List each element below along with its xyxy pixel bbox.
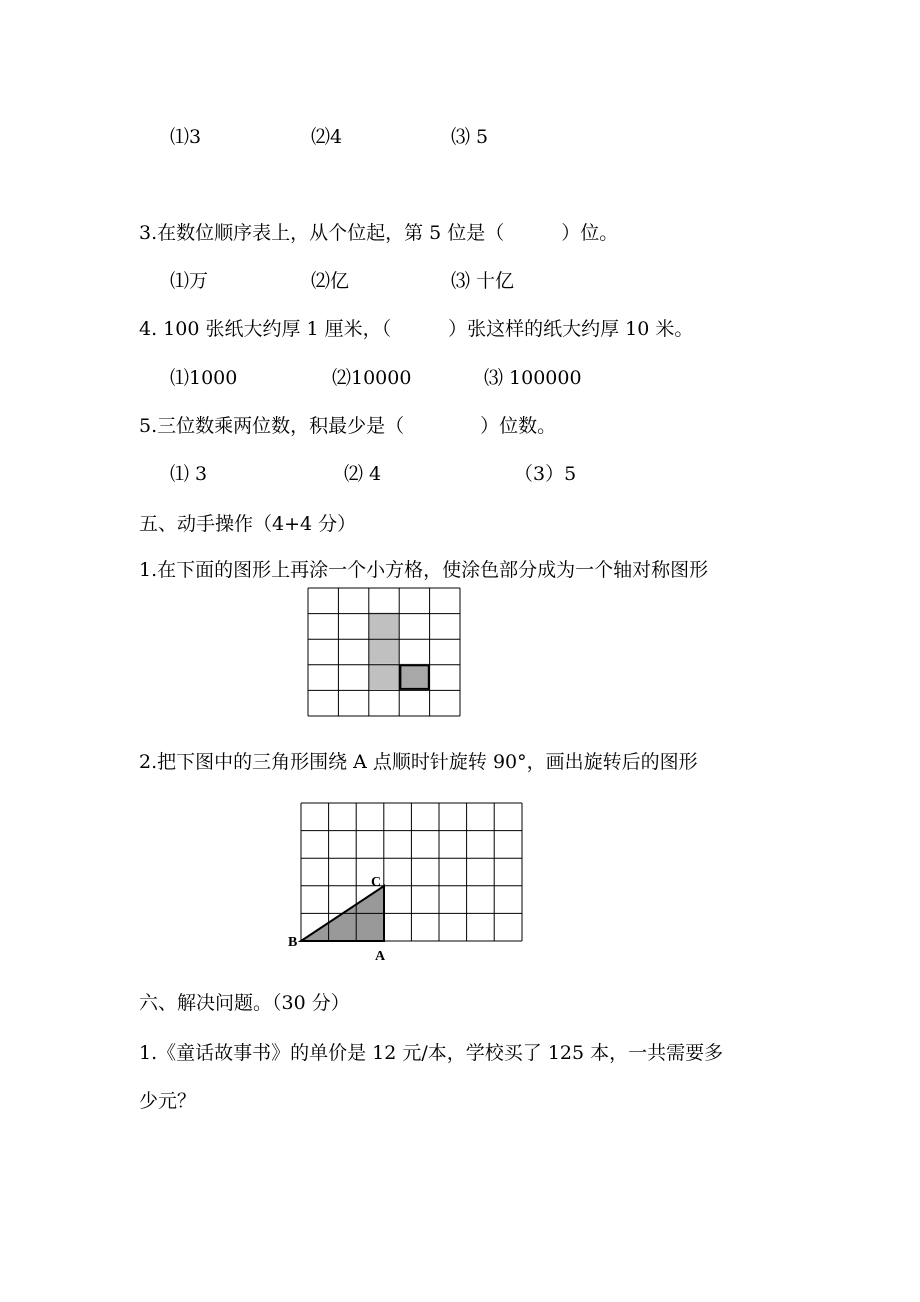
label-a: A [375,949,386,964]
question-5: 5.三位数乘两位数，积最少是（ ）位数。 [139,415,557,437]
q3-option-3: ⑶ 十亿 [451,270,515,292]
q2-option-3: ⑶ 5 [451,126,489,148]
section-5-title: 五、动手操作（4+4 分） [139,513,357,535]
symmetry-grid [307,587,463,718]
section-6-title: 六、解决问题。（30 分） [139,992,350,1014]
shaded-cell [369,638,399,664]
section-5-question-2: 2.把下图中的三角形围绕 A 点顺时针旋转 90°，画出旋转后的图形 [139,751,698,773]
q3-option-1: ⑴万 [170,270,209,292]
question-3: 3.在数位顺序表上，从个位起，第 5 位是（ ）位。 [139,222,619,244]
q2-option-1: ⑴3 [170,126,202,148]
question-4: 4. 100 张纸大约厚 1 厘米，（ ）张这样的纸大约厚 10 米。 [139,318,694,340]
q4-option-2: ⑵10000 [332,367,412,389]
q5-option-1: ⑴ 3 [170,463,208,485]
section-5-question-1: 1.在下面的图形上再涂一个小方格，使涂色部分成为一个轴对称图形 [139,559,709,581]
shaded-cell [369,613,399,639]
q4-option-1: ⑴1000 [170,367,238,389]
q4-option-3: ⑶ 100000 [484,367,582,389]
section-6-question-1-line-1: 1.《童话故事书》的单价是 12 元/本，学校买了 125 本，一共需要多 [139,1042,724,1064]
q3-option-2: ⑵亿 [311,270,350,292]
rotation-grid [286,800,526,968]
q5-option-3: （3）5 [514,463,577,485]
label-b: B [288,935,298,950]
q2-option-2: ⑵4 [311,126,343,148]
q5-option-2: ⑵ 4 [344,463,382,485]
shaded-cell-bold [399,664,429,690]
label-c: C [371,875,382,890]
section-6-question-1-line-2: 少元？ [139,1090,197,1112]
shaded-cell [369,664,399,690]
